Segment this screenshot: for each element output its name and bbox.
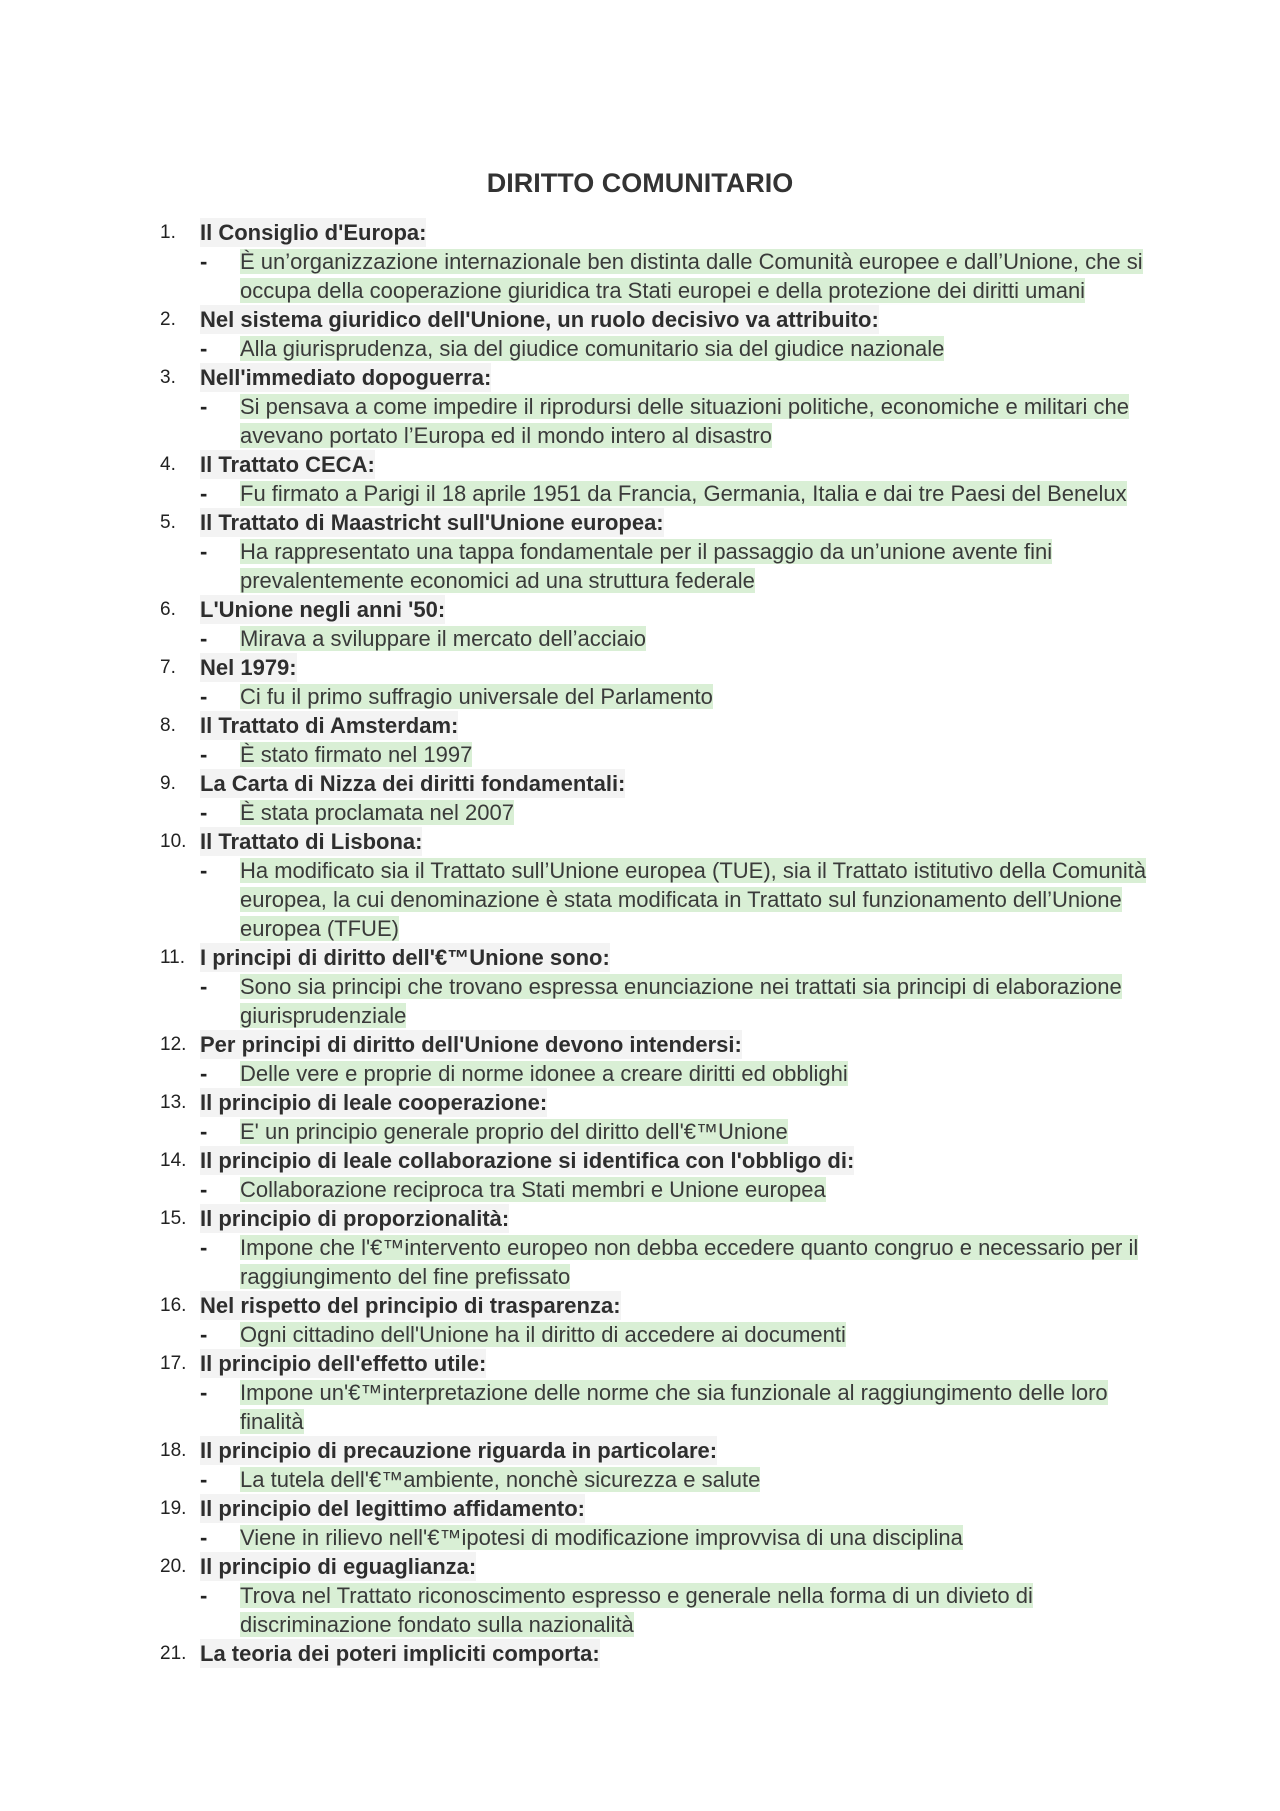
- answer-text-block: [240, 1320, 1170, 1349]
- answer-text: Mirava a sviluppare il mercato dell’acciaio: [240, 626, 646, 651]
- question-row: [160, 1030, 1170, 1059]
- question-text: Il principio di precauzione riguarda in particolare:: [200, 1438, 718, 1463]
- answer-row: [160, 1523, 1170, 1552]
- answer-text-block: [240, 972, 1170, 1030]
- bullet-dash: -: [200, 1525, 208, 1550]
- question-text: Il Trattato di Amsterdam:: [200, 713, 459, 738]
- question-text: Il Trattato di Lisbona:: [200, 829, 423, 854]
- question-row: [160, 769, 1170, 798]
- question-number: 3.: [160, 367, 176, 388]
- question-number: 19.: [160, 1498, 187, 1519]
- answer-text: Impone che l'€™intervento europeo non debba eccedere quanto congruo e necessario per il raggiungimento del fine prefissato: [240, 1235, 1139, 1289]
- answer-text-block: [240, 798, 1170, 827]
- answer-text-block: [240, 247, 1170, 305]
- question-number: 16.: [160, 1295, 187, 1316]
- answer-text-block: [240, 1465, 1170, 1494]
- answer-text: È stata proclamata nel 2007: [240, 800, 514, 825]
- answer-text-block: [240, 1378, 1170, 1436]
- answer-text-block: [240, 856, 1170, 943]
- bullet-dash: -: [200, 249, 208, 274]
- bullet-dash: -: [200, 626, 208, 651]
- answer-text: Ha modificato sia il Trattato sull’Unione europea (TUE), sia il Trattato istitutivo della Comunità europea, la cui denominazione è stata modificata in Trattato sul funzionamento dell’Unione europea (TFUE): [240, 858, 1147, 941]
- answer-text-block: [240, 624, 1170, 653]
- question-row: [160, 711, 1170, 740]
- answer-text: Ci fu il primo suffragio universale del Parlamento: [240, 684, 713, 709]
- question-row: [160, 1552, 1170, 1581]
- answer-text-block: [240, 392, 1170, 450]
- question-text: La teoria dei poteri impliciti comporta:: [200, 1641, 600, 1666]
- bullet-dash: -: [200, 394, 208, 419]
- question-row: [160, 1088, 1170, 1117]
- question-text: Il principio di leale collaborazione si identifica con l'obbligo di:: [200, 1148, 855, 1173]
- question-text: Nel rispetto del principio di trasparenza:: [200, 1293, 621, 1318]
- question-list: [160, 218, 1170, 1668]
- bullet-dash: -: [200, 1583, 208, 1608]
- question-text: L'Unione negli anni '50:: [200, 597, 446, 622]
- answer-row: [160, 1117, 1170, 1146]
- answer-text-block: [240, 1581, 1170, 1639]
- question-text: Il principio di eguaglianza:: [200, 1554, 477, 1579]
- bullet-dash: -: [200, 684, 208, 709]
- bullet-dash: -: [200, 800, 208, 825]
- answer-text-block: [240, 1175, 1170, 1204]
- answer-row: [160, 1233, 1170, 1291]
- question-row: [160, 1494, 1170, 1523]
- question-number: 7.: [160, 657, 176, 678]
- question-number: 13.: [160, 1092, 187, 1113]
- answer-text: La tutela dell'€™ambiente, nonchè sicurezza e salute: [240, 1467, 761, 1492]
- question-text: Il principio del legittimo affidamento:: [200, 1496, 586, 1521]
- question-number: 4.: [160, 454, 176, 475]
- bullet-dash: -: [200, 539, 208, 564]
- bullet-dash: -: [200, 1177, 208, 1202]
- question-text: I principi di diritto dell'€™Unione sono:: [200, 945, 610, 970]
- answer-text: Alla giurisprudenza, sia del giudice comunitario sia del giudice nazionale: [240, 336, 945, 361]
- answer-row: [160, 682, 1170, 711]
- question-row: [160, 1146, 1170, 1175]
- answer-row: [160, 334, 1170, 363]
- question-number: 14.: [160, 1150, 187, 1171]
- answer-row: [160, 247, 1170, 305]
- question-row: [160, 450, 1170, 479]
- question-text: Il principio di leale cooperazione:: [200, 1090, 548, 1115]
- question-text: Il principio di proporzionalità:: [200, 1206, 510, 1231]
- question-number: 20.: [160, 1556, 187, 1577]
- answer-text: Collaborazione reciproca tra Stati membri e Unione europea: [240, 1177, 826, 1202]
- answer-row: [160, 1465, 1170, 1494]
- question-number: 2.: [160, 309, 176, 330]
- answer-text: Delle vere e proprie di norme idonee a creare diritti ed obblighi: [240, 1061, 848, 1086]
- question-number: 11.: [160, 947, 186, 968]
- question-number: 17.: [160, 1353, 187, 1374]
- bullet-dash: -: [200, 1119, 208, 1144]
- question-number: 9.: [160, 773, 176, 794]
- bullet-dash: -: [200, 974, 208, 999]
- question-number: 1.: [160, 222, 176, 243]
- answer-row: [160, 1320, 1170, 1349]
- answer-text: È stato firmato nel 1997: [240, 742, 473, 767]
- question-number: 12.: [160, 1034, 187, 1055]
- question-row: [160, 595, 1170, 624]
- answer-text-block: [240, 740, 1170, 769]
- answer-text-block: [240, 682, 1170, 711]
- question-number: 10.: [160, 831, 187, 852]
- answer-text: Trova nel Trattato riconoscimento espresso e generale nella forma di un divieto di discriminazione fondato sulla nazionalità: [240, 1583, 1033, 1637]
- answer-text-block: [240, 479, 1170, 508]
- question-text: Nel sistema giuridico dell'Unione, un ruolo decisivo va attribuito:: [200, 307, 879, 332]
- question-text: Per principi di diritto dell'Unione devono intendersi:: [200, 1032, 742, 1057]
- answer-row: [160, 1175, 1170, 1204]
- question-row: [160, 1436, 1170, 1465]
- bullet-dash: -: [200, 336, 208, 361]
- bullet-dash: -: [200, 1235, 208, 1260]
- answer-text: Ha rappresentato una tappa fondamentale per il passaggio da un’unione avente fini prevalentemente economici ad una struttura federale: [240, 539, 1053, 593]
- answer-text: Viene in rilievo nell'€™ipotesi di modificazione improvvisa di una disciplina: [240, 1525, 963, 1550]
- question-row: [160, 363, 1170, 392]
- question-row: [160, 653, 1170, 682]
- answer-row: [160, 537, 1170, 595]
- answer-text: Sono sia principi che trovano espressa enunciazione nei trattati sia principi di elaborazione giurisprudenziale: [240, 974, 1122, 1028]
- question-text: Il Consiglio d'Europa:: [200, 220, 427, 245]
- answer-text: Ogni cittadino dell'Unione ha il diritto di accedere ai documenti: [240, 1322, 846, 1347]
- question-number: 15.: [160, 1208, 187, 1229]
- bullet-dash: -: [200, 1467, 208, 1492]
- answer-row: [160, 798, 1170, 827]
- question-row: [160, 1291, 1170, 1320]
- answer-text: E' un principio generale proprio del diritto dell'€™Unione: [240, 1119, 788, 1144]
- page-title: DIRITTO COMUNITARIO: [486, 168, 794, 198]
- answer-text: Fu firmato a Parigi il 18 aprile 1951 da Francia, Germania, Italia e dai tre Paesi del Benelux: [240, 481, 1127, 506]
- answer-text-block: [240, 1059, 1170, 1088]
- question-text: Nell'immediato dopoguerra:: [200, 365, 492, 390]
- question-row: [160, 1639, 1170, 1668]
- answer-text: Si pensava a come impedire il riprodursi delle situazioni politiche, economiche e militari che avevano portato l’Europa ed il mondo intero al disastro: [240, 394, 1129, 448]
- question-number: 5.: [160, 512, 176, 533]
- question-row: [160, 943, 1170, 972]
- bullet-dash: -: [200, 1322, 208, 1347]
- answer-row: [160, 392, 1170, 450]
- bullet-dash: -: [200, 1061, 208, 1086]
- bullet-dash: -: [200, 858, 208, 883]
- question-row: [160, 1349, 1170, 1378]
- answer-row: [160, 1378, 1170, 1436]
- answer-row: [160, 479, 1170, 508]
- answer-row: [160, 1581, 1170, 1639]
- answer-row: [160, 972, 1170, 1030]
- question-row: [160, 508, 1170, 537]
- answer-text-block: [240, 1233, 1170, 1291]
- answer-text: Impone un'€™interpretazione delle norme che sia funzionale al raggiungimento delle loro finalità: [240, 1380, 1108, 1434]
- question-text: La Carta di Nizza dei diritti fondamentali:: [200, 771, 626, 796]
- question-number: 18.: [160, 1440, 187, 1461]
- answer-text-block: [240, 1523, 1170, 1552]
- question-text: Nel 1979:: [200, 655, 297, 680]
- answer-row: [160, 1059, 1170, 1088]
- question-text: Il Trattato di Maastricht sull'Unione europea:: [200, 510, 664, 535]
- question-text: Il Trattato CECA:: [200, 452, 375, 477]
- answer-row: [160, 740, 1170, 769]
- question-number: 21.: [160, 1643, 187, 1664]
- question-number: 8.: [160, 715, 176, 736]
- answer-text: È un’organizzazione internazionale ben distinta dalle Comunità europee e dall’Unione, che si occupa della cooperazione giuridica tra Stati europei e della protezione dei diritti umani: [240, 249, 1143, 303]
- bullet-dash: -: [200, 481, 208, 506]
- answer-row: [160, 856, 1170, 943]
- answer-text-block: [240, 1117, 1170, 1146]
- question-row: [160, 218, 1170, 247]
- answer-text-block: [240, 334, 1170, 363]
- question-row: [160, 1204, 1170, 1233]
- bullet-dash: -: [200, 742, 208, 767]
- answer-text-block: [240, 537, 1170, 595]
- question-text: Il principio dell'effetto utile:: [200, 1351, 487, 1376]
- question-row: [160, 827, 1170, 856]
- answer-row: [160, 624, 1170, 653]
- question-number: 6.: [160, 599, 176, 620]
- question-row: [160, 305, 1170, 334]
- bullet-dash: -: [200, 1380, 208, 1405]
